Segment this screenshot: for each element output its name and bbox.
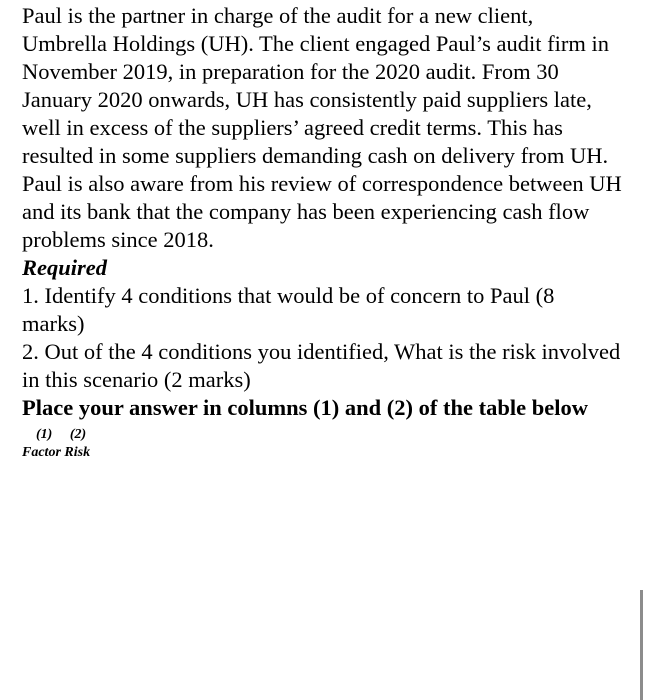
case-paragraph: Paul is the partner in charge of the audit for a new client, Umbrella Holdings (UH). The client engaged Paul’s audit firm in November 2019, in preparation for the 2020 audit. From 30 January 2020 onwards, UH has consistently paid suppliers late, well in excess of the suppliers’ agreed credit terms. This has resulted in some suppliers demanding cash on delivery from UH. Paul is also aware from his review of correspondence between UH and its bank that the company has been experiencing cash flow problems since 2018. [22, 3, 622, 252]
column-label-row [22, 444, 622, 462]
required-heading: Required [22, 255, 108, 280]
column-1-label: Factor [22, 445, 61, 460]
document-body [22, 2, 622, 462]
column-2-label: Risk [64, 445, 91, 460]
column-number-row [22, 426, 622, 444]
vertical-scrollbar[interactable] [640, 590, 643, 700]
column-2-number: (2) [69, 427, 87, 442]
question-2: 2. Out of the 4 conditions you identified, What is the risk involved in this scenario (2 marks) [22, 339, 621, 392]
column-1-number: (1) [36, 427, 53, 442]
answer-instruction: Place your answer in columns (1) and (2) of the table below [22, 395, 589, 420]
question-1: 1. Identify 4 conditions that would be of concern to Paul (8 marks) [22, 283, 555, 336]
answer-table-header [22, 426, 622, 462]
